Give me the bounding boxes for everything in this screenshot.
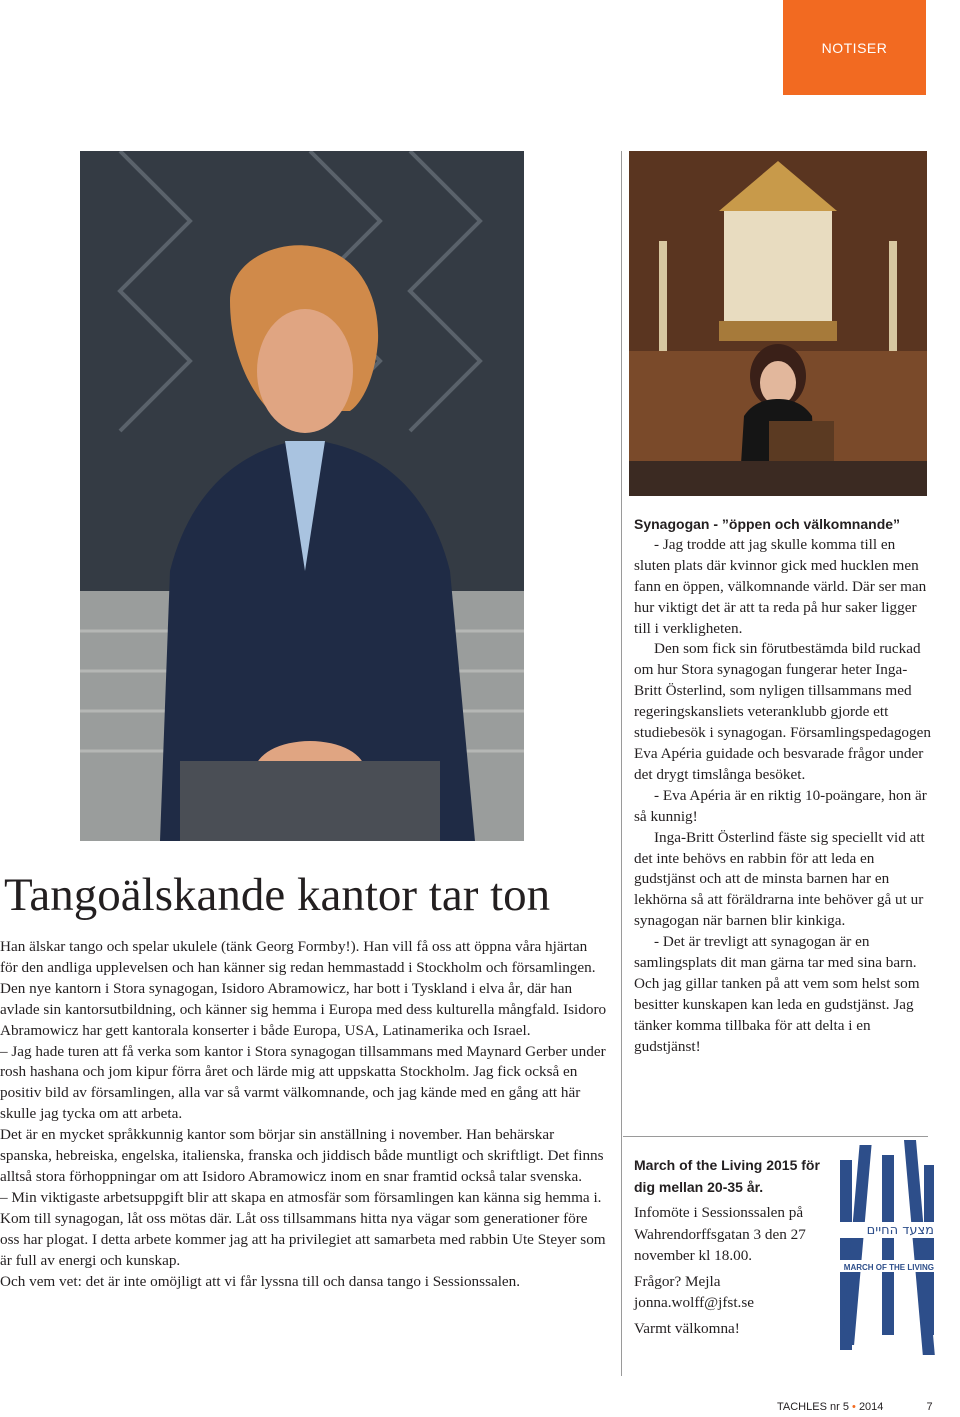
article-paragraph: – Jag hade turen att få verka som kantor i Stora synagogan tillsammans med Maynard Gerber under rosh hashana och jom kipur förra året och lärde mig att uppskatta Stockholm. Jag fick också en positiv bild av församlingen, alla var så varmt välkomnande, och jag kände med en gång att här skulle jag tycka om att arbeta. bbox=[0, 1042, 606, 1123]
sidebar-paragraph: - Det är trevligt att synagogan är en samlingsplats dit man gärna tar med sina barn. Och jag gillar tanken på att vem som helst som besitter kunskapen kan leda en gudstjänst. Jag tänker komma tillbaka för att delta i en gudstjänst! bbox=[634, 933, 920, 1055]
article-paragraph: Han älskar tango och spelar ukulele (tänk Georg Formby!). Han vill få oss att öppna våra hjärtan för den andliga upplevelsen och han känner sig redan hemmastadd i Stockholm och församlingen. bbox=[0, 938, 596, 976]
box-divider bbox=[623, 1136, 928, 1137]
synagogue-photo bbox=[629, 151, 927, 496]
sidebar-paragraph: - Jag trodde att jag skulle komma till en sluten plats där kvinnor gick med hucklen men fann en öppen, välkomnande värld. Där ser man hur viktigt det är att ta reda på hur saker ligger till i verkligheten. bbox=[634, 535, 927, 637]
footer-publication: TACHLES bbox=[777, 1401, 827, 1413]
page-number: 7 bbox=[926, 1401, 933, 1413]
sidebar-paragraph: - Eva Apéria är en riktig 10-poängare, hon är så kunnig! bbox=[634, 786, 927, 825]
footer-bullet: • bbox=[852, 1401, 856, 1413]
article-headline: Tangoälskande kantor tar ton bbox=[4, 869, 551, 921]
article-paragraph: – Min viktigaste arbetsuppgift blir att skapa en atmosfär som församlingen kan känna sig hemma i. Kom till synagogan, låt oss mötas där. Låt oss tillsammans hitta nya vägar som generationer före oss har plogat. I detta arbete kommer jag att ha privilegiet att samarbeta med rabbin Ute Steyer som är full av energi och kunskap. bbox=[0, 1188, 606, 1269]
sidebar-heading: Synagogan - ”öppen och välkomnande” bbox=[634, 516, 901, 532]
march-greeting: Varmt välkomna! bbox=[634, 1319, 740, 1337]
cantor-photo bbox=[80, 151, 524, 841]
logo-hebrew-text: מצעד החיים bbox=[866, 1223, 934, 1238]
march-of-the-living-logo bbox=[830, 1140, 940, 1370]
page-footer bbox=[777, 1401, 933, 1413]
march-heading: March of the Living 2015 för dig mellan 20-35 år. bbox=[634, 1157, 820, 1195]
section-tab: NOTISER bbox=[783, 0, 926, 95]
footer-year: 2014 bbox=[858, 1401, 884, 1413]
article-paragraph: Det är en mycket språkkunnig kantor som börjar sin anställning i november. Han behärskar spanska, hebreiska, engelska, italienska, franska och jiddisch både muntligt och skriftligt. Det finns alltså stora förhoppningar om att Isidoro Abramowicz inom en snar framtid också talar svenska. bbox=[0, 1126, 604, 1185]
article-paragraph: Och vem vet: det är inte omöjligt att vi får lyssna till och dansa tango i Sessionssalen. bbox=[0, 1272, 521, 1290]
article-paragraph: Den nye kantorn i Stora synagogan, Isidoro Abramowicz, har bott i Tyskland i elva år, där han avlade sin kantorsutbildning, och känner sig hemma i Europa med dess kulturella mångfald. Isidoro Abramowicz har gett kantorala konserter i både Europa, USA, Latinamerika och Israel. bbox=[0, 979, 607, 1039]
sidebar-article bbox=[634, 514, 934, 1058]
march-contact: Frågor? Mejla jonna.wolff@jfst.se bbox=[634, 1272, 755, 1311]
article-body bbox=[0, 937, 608, 1292]
footer-issue: nr 5 bbox=[829, 1401, 849, 1413]
sidebar-paragraph: Den som fick sin förutbestämda bild ruckad om hur Stora synagogan fungerar heter Inga-Britt Österlind, som nyligen tillsammans med regeringskansliets veteranklubb gjorde ett studiebesök i synagogan. Församlingspedagogen Eva Apéria guidade och besvarade frågor under det drygt timslånga besöket. bbox=[634, 640, 931, 783]
column-divider bbox=[621, 151, 622, 1376]
march-info: Infomöte i Sessionssalen på Wahrendorffsgatan 3 den 27 november kl 18.00. bbox=[634, 1204, 806, 1264]
march-of-the-living-box bbox=[634, 1155, 834, 1339]
sidebar-paragraph: Inga-Britt Österlind fäste sig speciellt vid att det inte behövs en rabbin för att leda en gudstjänst och att de minsta barnen har en lekhörna så att föräldrarna inte behöver gå ut ur synagogan när barnen blir kinkiga. bbox=[634, 828, 925, 930]
logo-english-text: MARCH OF THE LIVING bbox=[843, 1263, 934, 1272]
